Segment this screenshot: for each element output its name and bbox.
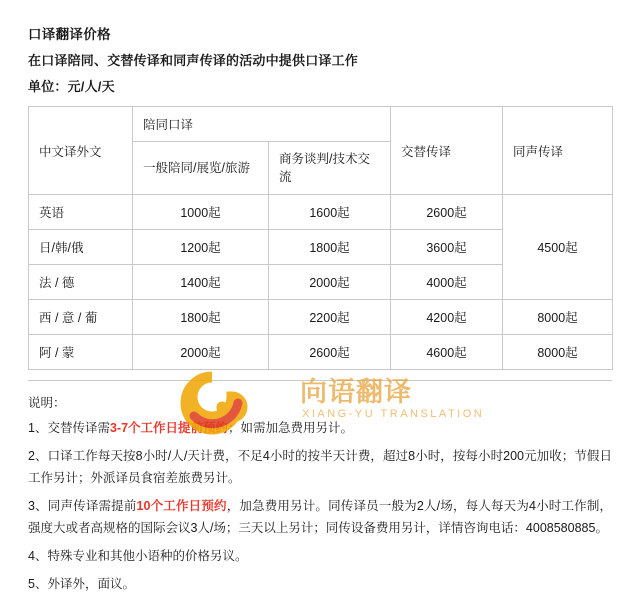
watermark-brand: 向语翻译 xyxy=(300,377,412,407)
price-document xyxy=(28,22,612,601)
header-escort-general: 一般陪同/展览/旅游 xyxy=(133,142,269,195)
note-prefix: 4、特殊专业和其他小语种的价格另议。 xyxy=(28,549,248,563)
notes-heading: 说明： xyxy=(28,396,66,410)
header-escort-group: 陪同口译 xyxy=(133,107,391,142)
note-highlight: 10个工作日预约 xyxy=(136,499,227,513)
note-prefix: 1、交替传译需 xyxy=(28,421,110,435)
notes-section xyxy=(28,380,612,595)
row-general: 2000起 xyxy=(133,335,269,370)
row-business: 2000起 xyxy=(269,265,391,300)
row-consecutive: 2600起 xyxy=(391,195,503,230)
watermark-brand-en: XIANG-YU TRANSLATION xyxy=(302,408,485,420)
row-simultaneous: 8000起 xyxy=(503,300,613,335)
header-escort-business: 商务谈判/技术交流 xyxy=(269,142,391,195)
note-highlight: 3-7个工作日提前预约 xyxy=(109,421,229,435)
header-consecutive: 交替传译 xyxy=(391,107,503,195)
row-business: 2600起 xyxy=(269,335,391,370)
table-header-group-row xyxy=(29,107,613,142)
page-title: 口译翻译价格 xyxy=(28,27,111,42)
unit-label: 单位：元/人/天 xyxy=(28,79,115,94)
note-prefix: 3、同声传译需提前 xyxy=(28,499,137,513)
note-item xyxy=(28,417,612,439)
row-business: 2200起 xyxy=(269,300,391,335)
note-item xyxy=(28,573,612,595)
table-row xyxy=(29,300,613,335)
note-item xyxy=(28,445,612,489)
note-prefix: 2、口译工作每天按8小时/人/天计费，不足4小时的按半天计费，超过8小时，按每小时200元加收；节假日工作另计；外派译员食宿差旅费另计。 xyxy=(28,449,612,485)
table-row xyxy=(29,335,613,370)
row-general: 1800起 xyxy=(133,300,269,335)
row-business: 1800起 xyxy=(269,230,391,265)
note-prefix: 5、外译外，面议。 xyxy=(28,577,135,591)
note-item xyxy=(28,495,612,539)
row-language: 西 / 意 / 葡 xyxy=(29,300,133,335)
header-simultaneous: 同声传译 xyxy=(503,107,613,195)
row-language: 英语 xyxy=(29,195,133,230)
page-subtitle: 在口译陪同、交替传译和同声传译的活动中提供口译工作 xyxy=(28,53,359,68)
row-simultaneous-merged: 4500起 xyxy=(503,195,613,300)
note-item xyxy=(28,545,612,567)
note-suffix: ；如需加急费用另计。 xyxy=(228,421,354,435)
row-consecutive: 4000起 xyxy=(391,265,503,300)
row-general: 1400起 xyxy=(133,265,269,300)
note-suffix: ，加急费用另计。同传译员一般为2人/场，每人每天为4小时工作制，强度大或者高规格的国际会议3人/场；三天以上另计；同传设备费用另计，详情咨询电话：4008580885。 xyxy=(28,499,613,535)
row-language: 阿 / 蒙 xyxy=(29,335,133,370)
row-general: 1000起 xyxy=(133,195,269,230)
row-general: 1200起 xyxy=(133,230,269,265)
header-language: 中文译外文 xyxy=(29,107,133,195)
row-business: 1600起 xyxy=(269,195,391,230)
table-row xyxy=(29,195,613,230)
price-table xyxy=(28,106,613,370)
row-consecutive: 4200起 xyxy=(391,300,503,335)
row-consecutive: 4600起 xyxy=(391,335,503,370)
row-language: 日/韩/俄 xyxy=(29,230,133,265)
row-consecutive: 3600起 xyxy=(391,230,503,265)
row-language: 法 / 德 xyxy=(29,265,133,300)
row-simultaneous: 8000起 xyxy=(503,335,613,370)
